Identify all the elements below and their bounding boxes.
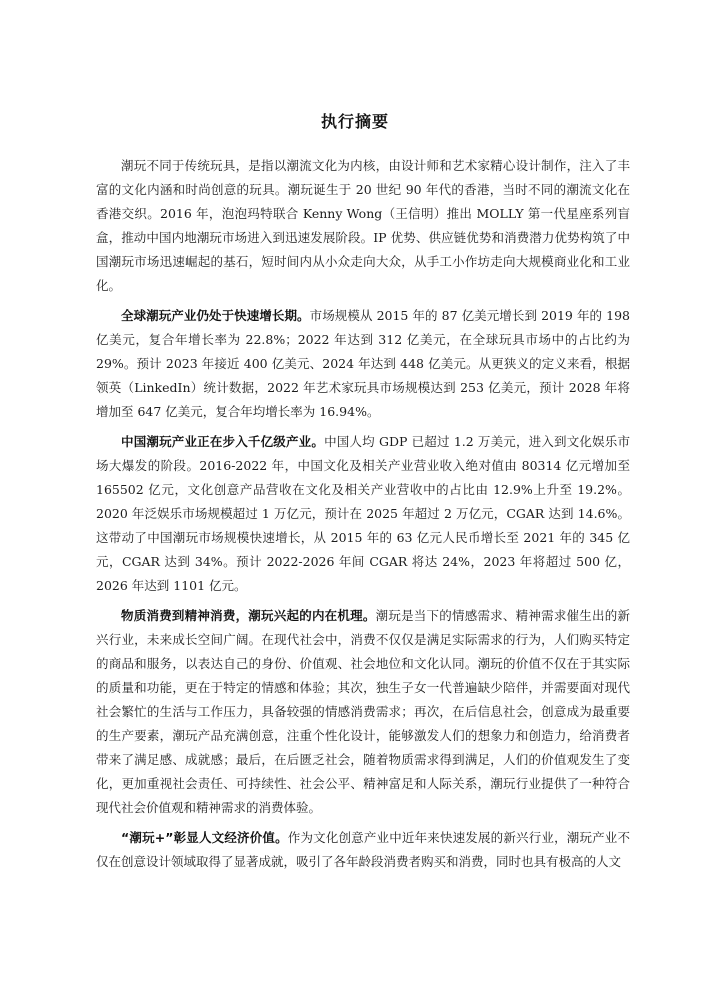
paragraph-lead: 物质消费到精神消费，潮玩兴起的内在机理。	[121, 608, 376, 623]
paragraph-china-market	[96, 430, 630, 598]
page-title: 执行摘要	[320, 112, 389, 131]
paragraph-lead: 全球潮玩产业仍处于快速增长期。	[121, 308, 310, 323]
paragraph-text: 中国人均 GDP 已超过 1.2 万美元，进入到文化娱乐市场大爆发的阶段。2016-2022 年，中国文化及相关产业营业收入绝对值由 80314 亿元增加至 165502 亿元，文化创意产品营收在文化及相关产业营收中的占比由 12.9%上升至 19.2%。2020 年泛娱乐市场规模超过 1 万亿元，预计在 2025 年超过 2 万亿元，CGAR 达到 14.6%。这带动了中国潮玩市场规模快速增长，从 2015 年的 63 亿元人民币增长至 2021 年的 345 亿元，CGAR 达到 34%。预计 2022-2026 年间 CGAR 将达 24%，2023 年将超过 500 亿，2026 年达到 1101 亿元。	[96, 434, 630, 593]
paragraph-global-market	[96, 304, 630, 424]
paragraph-text: 作为文化创意产业中近年来快速发展的新兴行业，潮玩产业不仅在创意设计领域取得了显著成就，吸引了各年龄段消费者购买和消费，同时也具有极高的人文	[96, 830, 630, 869]
paragraph-humanistic-value	[96, 826, 630, 874]
document-body	[96, 154, 630, 880]
paragraph-intro	[96, 154, 630, 298]
paragraph-lead: 中国潮玩产业正在步入千亿级产业。	[121, 434, 325, 449]
paragraph-text: 潮玩不同于传统玩具，是指以潮流文化为内核，由设计师和艺术家精心设计制作，注入了丰富的文化内涵和时尚创意的玩具。潮玩诞生于 20 世纪 90 年代的香港，当时不同的潮流文化在香港交织。2016 年，泡泡玛特联合 Kenny Wong（王信明）推出 MOLLY 第一代星座系列盲盒，推动中国内地潮玩市场进入到迅速发展阶段。IP 优势、供应链优势和消费潜力优势构筑了中国潮玩市场迅速崛起的基石，短时间内从小众走向大众，从手工小作坊走向大规模商业化和工业化。	[96, 158, 630, 293]
paragraph-lead: “潮玩+”彰显人文经济价值。	[121, 830, 288, 845]
paragraph-mechanism	[96, 604, 630, 820]
paragraph-text: 市场规模从 2015 年的 87 亿美元增长到 2019 年的 198 亿美元，复合年增长率为 22.8%；2022 年达到 312 亿美元，在全球玩具市场中的占比约为 29%。预计 2023 年接近 400 亿美元、2024 年达到 448 亿美元。从更狭义的定义来看，根据领英（LinkedIn）统计数据，2022 年艺术家玩具市场规模达到 253 亿美元，预计 2028 年将增加至 647 亿美元，复合年均增长率为 16.94%。	[96, 308, 630, 419]
paragraph-text: 潮玩是当下的情感需求、精神需求催生出的新兴行业，未来成长空间广阔。在现代社会中，消费不仅仅是满足实际需求的行为，人们购买特定的商品和服务，以表达自己的身份、价值观、社会地位和文化认同。潮玩的价值不仅在于其实际的质量和功能，更在于特定的情感和体验；其次，独生子女一代普遍缺少陪伴，并需要面对现代社会繁忙的生活与工作压力，具备较强的情感消费需求；再次，在后信息社会，创意成为最重要的生产要素，潮玩产品充满创意，注重个性化设计，能够激发人们的想象力和创造力，给消费者带来了满足感、成就感；最后，在后匮乏社会，随着物质需求得到满足，人们的价值观发生了变化，更加重视社会责任、可持续性、社会公平、精神富足和人际关系，潮玩行业提供了一种符合现代社会价值观和精神需求的消费体验。	[96, 608, 630, 815]
